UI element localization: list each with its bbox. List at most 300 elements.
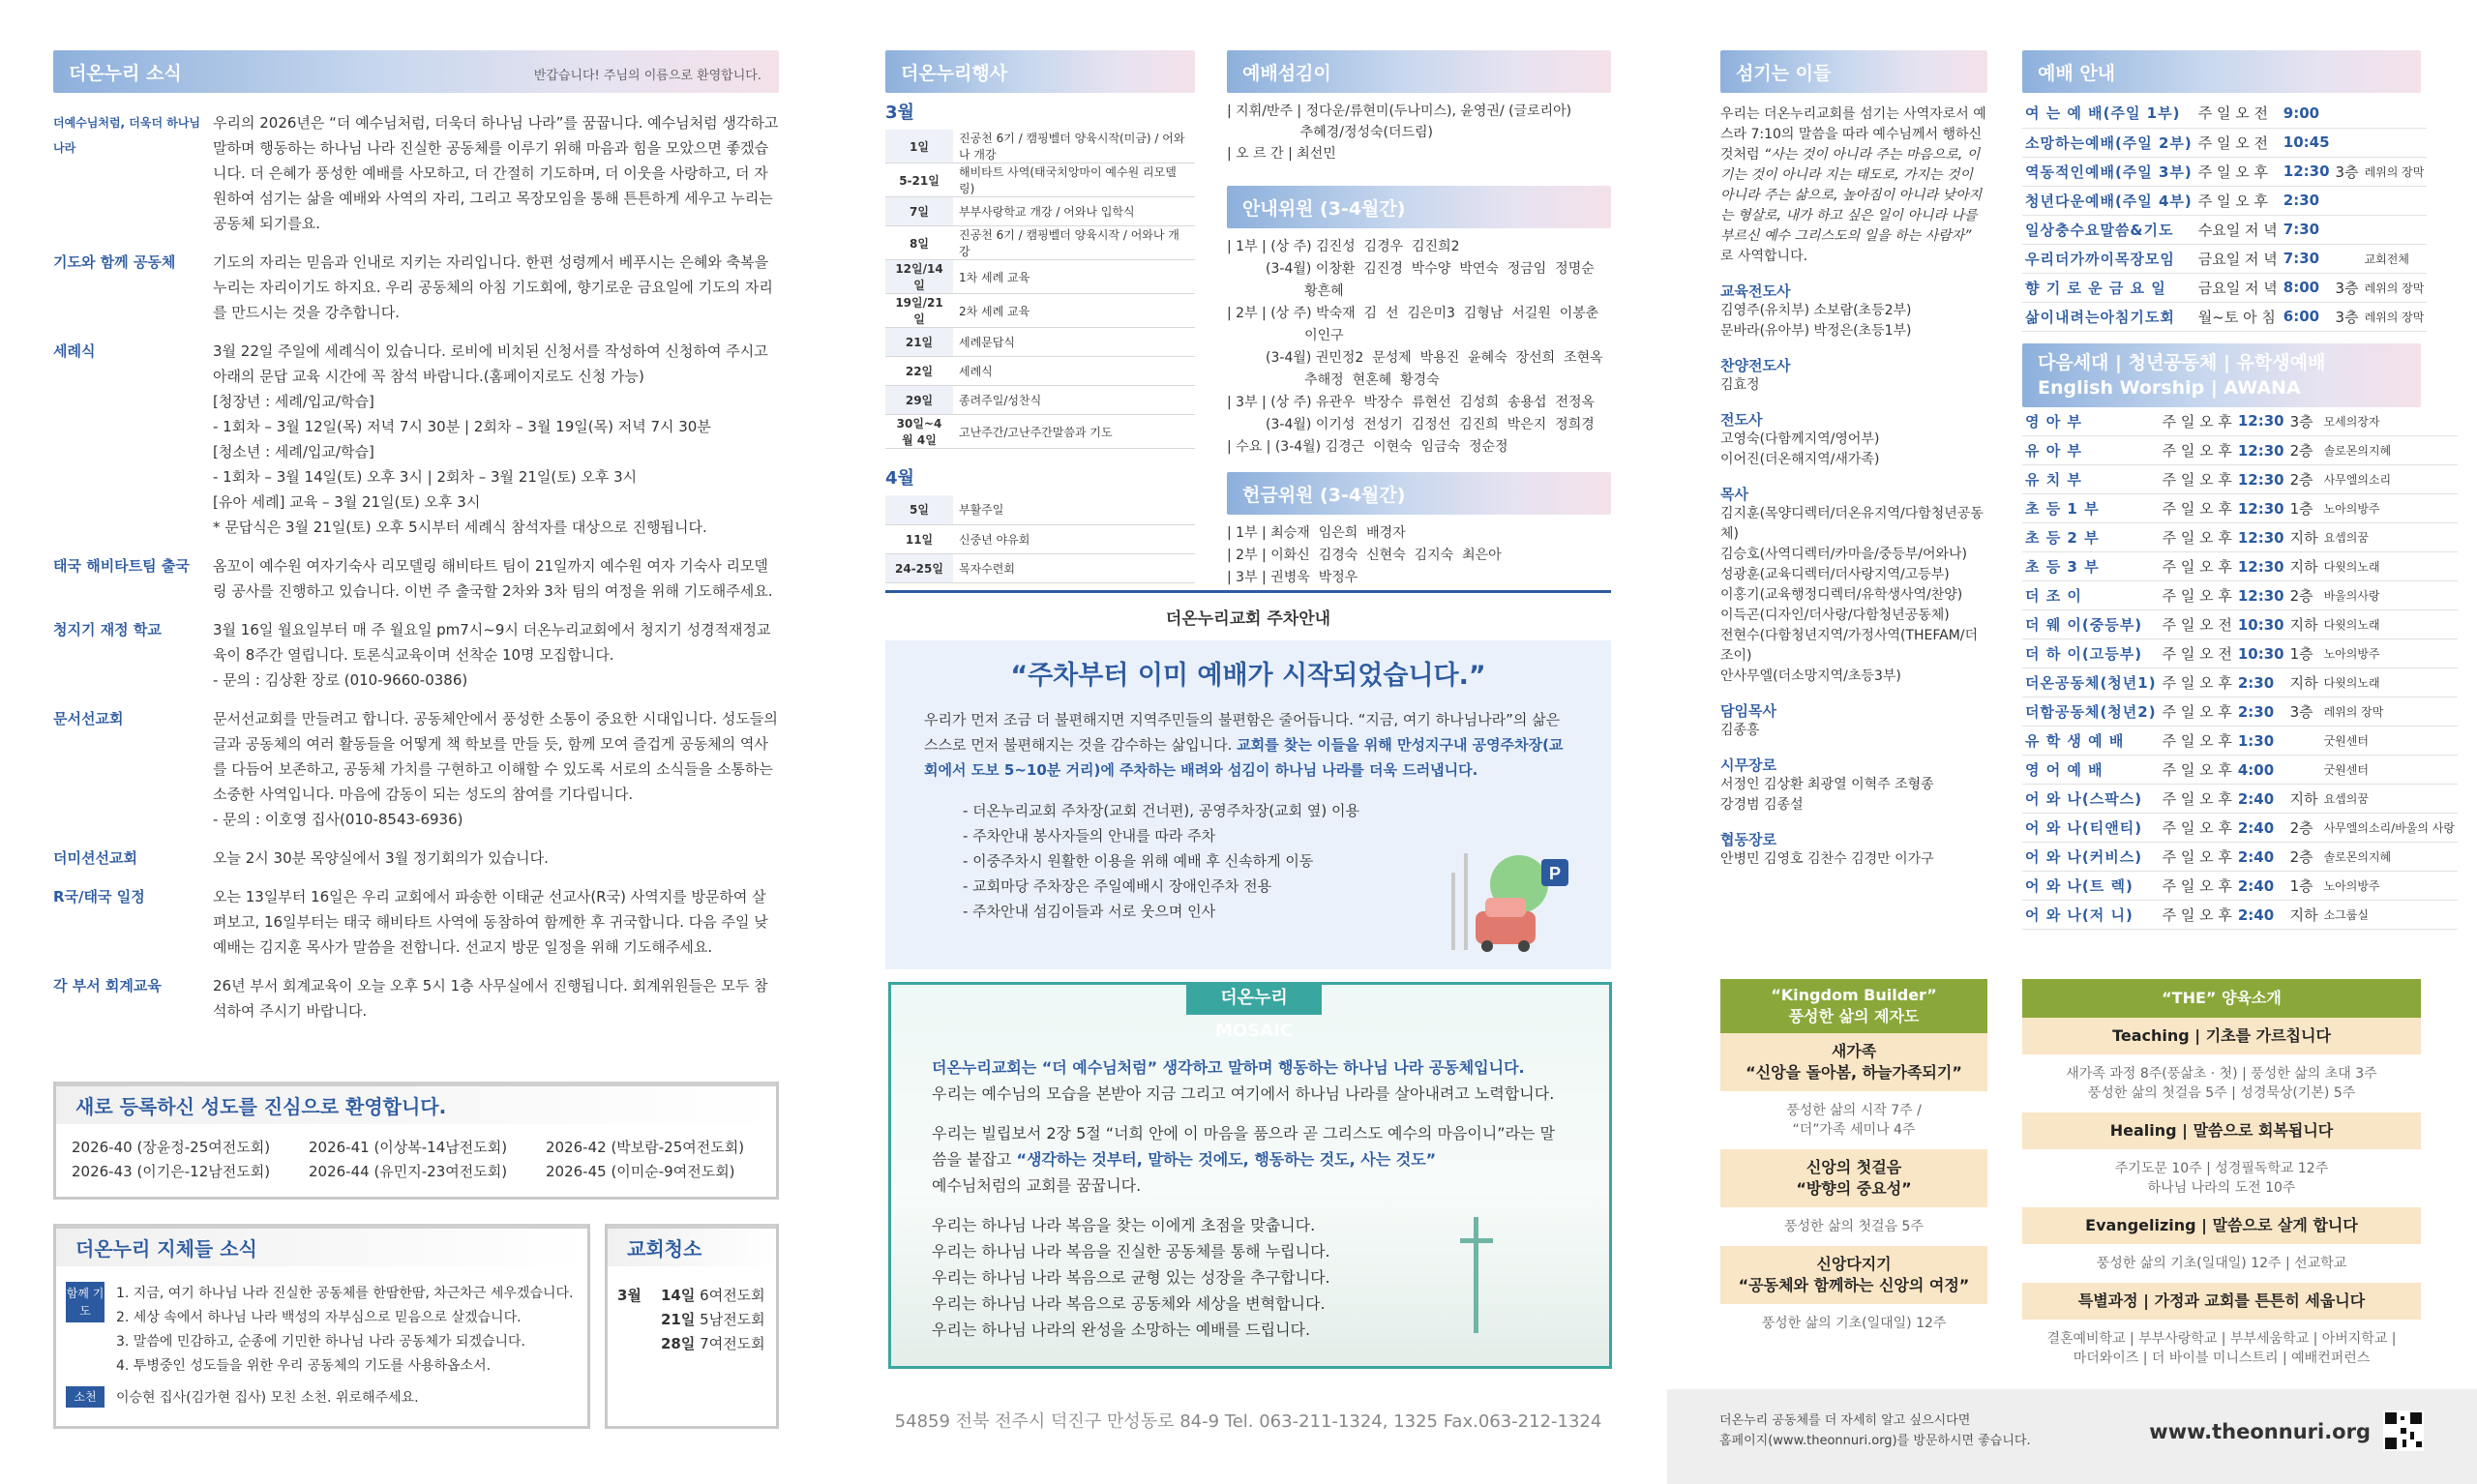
news-text: 오늘 2시 30분 목양실에서 3월 정기회의가 있습니다. <box>213 849 549 867</box>
service-row <box>2022 407 2458 436</box>
service-floor: 지하 <box>2289 616 2318 634</box>
offering-line: | 3부 | 권병욱 박정우 <box>1227 570 1358 585</box>
next-gen-title2: English Worship | AWANA <box>2038 376 2301 399</box>
service-floor: 2층 <box>2289 819 2313 837</box>
events-column <box>885 50 1195 583</box>
schedule-event: 해비타트 사역(태국치앙마이 예수원 리모델링) <box>953 163 1195 197</box>
news-row <box>53 339 779 540</box>
service-time: 12:30 <box>2237 557 2284 576</box>
cleaning-box <box>605 1224 779 1429</box>
events-header <box>885 50 1195 93</box>
the-step: Teaching | 기초를 가르칩니다 <box>2022 1018 2421 1054</box>
service-day: 주 일 오 후 <box>2162 529 2232 547</box>
service-floor <box>2333 215 2362 244</box>
the-header: “THE” 양육소개 <box>2022 979 2421 1018</box>
mosaic-statement: 우리는 하나님 나라 복음을 진실한 공동체를 통해 누립니다. <box>932 1242 1330 1261</box>
service-time: 2:30 <box>2237 673 2275 692</box>
church-address: 54859 전북 전주시 덕진구 만성동로 84-9 Tel. 063-211-1324, 1325 Fax.063-212-1324 <box>894 1411 1602 1432</box>
service-row <box>2022 186 2427 215</box>
service-day: 주 일 오 후 <box>2162 732 2232 750</box>
service-floor <box>2333 186 2362 215</box>
service-time: 12:30 <box>2237 441 2284 460</box>
the-step: Evangelizing | 말씀으로 살게 합니다 <box>2022 1207 2421 1244</box>
news-row <box>53 706 779 832</box>
staff-groups <box>1720 281 1987 870</box>
news-list <box>53 110 779 1024</box>
newcomer-entry: 2026-42 (박보람-25여전도회) <box>546 1139 745 1156</box>
the-note: 새가족 과정 8주(풍삶초 · 첫) | 풍성한 삶의 초대 3주 풍성한 삶의 첫걸음 5주 | 성경묵상(기본) 5주 <box>2066 1066 2377 1101</box>
mosaic-section <box>888 982 1612 1369</box>
service-place: 바울의사랑 <box>2323 589 2380 603</box>
the-step: 특별과정 | 가정과 교회를 튼튼히 세웁니다 <box>2022 1283 2421 1320</box>
cleaning-row <box>661 1332 765 1356</box>
service-day: 주 일 오 후 <box>2162 442 2232 460</box>
service-floor: 3층 <box>2335 308 2359 326</box>
service-floor: 지하 <box>2289 529 2318 547</box>
staff-names: 안병민 김영호 김찬수 김경만 이가구 <box>1720 851 1934 867</box>
service-name: 더 하 이(고등부) <box>2025 645 2143 663</box>
pray-item: 4. 투병중인 성도들을 위한 우리 공동체의 기도를 사용하옵소서. <box>116 1358 492 1374</box>
usher-header <box>1227 186 1611 228</box>
newcomer-entry: 2026-45 (이미순-9여전도회) <box>546 1163 735 1180</box>
staff-names: 서정인 김상환 최광열 이혁주 조형종 강경범 김종설 <box>1720 777 1934 813</box>
service-time: 2:30 <box>2283 192 2320 209</box>
cleaning-group: 7여전도회 <box>700 1335 765 1352</box>
service-place: 레위의 장막 <box>2323 705 2384 719</box>
service-row <box>2022 581 2458 610</box>
service-name: 더온공동체(청년1) <box>2025 674 2157 692</box>
schedule-event: 부활주일 <box>953 495 1195 524</box>
the-items <box>2022 1018 2421 1378</box>
service-time: 2:40 <box>2237 905 2275 924</box>
service-row <box>2022 814 2458 843</box>
mosaic-line3 <box>932 1120 1568 1172</box>
service-time: 7:30 <box>2283 250 2320 267</box>
schedule-row <box>885 553 1195 582</box>
service-floor: 3층 <box>2289 703 2313 721</box>
schedule-event: 진공천 6기 / 캠핑벨더 양육시작(미금) / 어와나 개강 <box>953 130 1195 163</box>
parking-text: 우리가 먼저 조금 더 불편해지면 지역주민들의 불편함은 줄어듭니다. “지금, 여기 하나님나라”의 삶은 스스로 먼저 불편해지는 것을 감수하는 삶입니다. <box>924 711 1561 754</box>
usher-line: | 2부 | (상 주) 박숙재 김 선 김은미3 김형남 서길원 이봉춘 <box>1227 306 1599 321</box>
service-time: 10:45 <box>2283 134 2330 151</box>
service-day: 주 일 오 전 <box>2162 645 2232 663</box>
service-time: 2:40 <box>2237 847 2275 866</box>
pray-list <box>104 1282 573 1379</box>
service-place: 레위의 장막 <box>2364 281 2425 295</box>
cleaning-list <box>661 1284 765 1356</box>
schedule-row <box>885 415 1195 449</box>
pray-item: 1. 지금, 여기 하나님 나라 진실한 공동체를 한땀한땀, 차근차근 세우겠습니다. <box>116 1286 574 1301</box>
news-key: 더예수님처럼, 더욱더 하나님 나라 <box>53 116 201 155</box>
schedule-date: 24-25일 <box>885 553 953 582</box>
cleaning-group: 6여전도회 <box>700 1287 765 1304</box>
service-name: 유 치 부 <box>2025 471 2082 489</box>
the-step: Healing | 말씀으로 회복됩니다 <box>2022 1113 2421 1149</box>
service-day: 주 일 오 후 <box>2162 761 2232 779</box>
funeral-tag: 소천 <box>66 1386 104 1408</box>
news-text: 3월 22일 주일에 세례식이 있습니다. 로비에 비치된 신청서를 작성하여 신청하여 주시고 아래의 문답 교육 시간에 꼭 참석 바랍니다.(홈페이지로도 신청 가능) [청장년 : 세례/입교/학습] - 1회차 – 3월 12일(목) 저녁 7시 30분 | 2회차 – 3월 19일(목) 저녁 7시 30분 [청소년 : 세례/입교/학습] - 1회차 – 3월 14일(토) 오후 3시 | 2회차 – 3월 21일(토) 오후 3시 [유아 세례] 교육 – 3월 21일(토) 오후 3시 * 문답식은 3월 21일(토) 오후 5시부터 세례식 참석자를 대상으로 진행됩니다. <box>213 342 768 536</box>
mosaic-highlight: “생각하는 것부터, 말하는 것에도, 행동하는 것도, 사는 것도” <box>1016 1150 1437 1169</box>
usher-title: 안내위원 (3-4월간) <box>1242 197 1406 220</box>
greeting: 반갑습니다! 주님의 이름으로 환영합니다. <box>533 69 761 83</box>
offering-list <box>1227 515 1611 589</box>
next-gen-header <box>2022 343 2421 407</box>
service-floor: 3층 <box>2335 279 2359 297</box>
service-place: 굿원센터 <box>2323 763 2369 777</box>
news-text: 26년 부서 회계교육이 오늘 오후 5시 1층 사무실에서 진행됩니다. 회계위원들은 모두 참석하여 주시기 바랍니다. <box>213 977 768 1020</box>
service-row <box>2022 552 2458 581</box>
service-row <box>2022 494 2458 523</box>
service-place: 다윗의노래 <box>2323 618 2380 632</box>
service-time: 2:40 <box>2237 789 2275 808</box>
staff-role: 찬양전도사 <box>1720 357 1791 374</box>
service-place <box>2362 128 2428 157</box>
service-day: 주 일 오 전 <box>2197 104 2269 123</box>
service-day: 주 일 오 후 <box>2162 877 2232 895</box>
service-day: 주 일 오 후 <box>2162 471 2232 489</box>
service-time: 2:30 <box>2237 702 2275 721</box>
service-place: 요셉의꿈 <box>2323 531 2369 545</box>
service-row <box>2022 610 2458 639</box>
schedule-date: 21일 <box>885 328 953 357</box>
service-floor: 2층 <box>2289 848 2313 866</box>
schedule-row <box>885 357 1195 386</box>
schedule-date: 5-21일 <box>885 163 953 197</box>
march-label: 3월 <box>885 103 914 123</box>
mosaic-line3c: 예수님처럼의 교회를 꿈꿉니다. <box>932 1176 1142 1195</box>
kb-title: “Kingdom Builder” <box>1771 986 1937 1004</box>
news-text: 오는 13일부터 16일은 우리 교회에서 파송한 이태균 선교사(R국) 사역지를 방문하여 살펴보고, 16일부터는 태국 해비타트 사역에 동참하여 함께한 후 귀국합니다. 다음 주일 낮 예배는 김지훈 목사가 말씀을 전합니다. 선교지 방문 일정을 위해 기도해주세요. <box>213 888 768 956</box>
service-place: 레위의 장막 <box>2364 310 2425 324</box>
news-key: 더미션선교회 <box>53 849 137 867</box>
service-day: 주 일 오 전 <box>2197 134 2269 152</box>
service-day: 주 일 오 후 <box>2162 674 2232 692</box>
footer-text: 더온누리 공동체를 더 자세히 알고 싶으시다면 홈페이지(www.theonnuri.org)를 방문하시면 좋습니다. <box>1719 1413 2031 1448</box>
service-name: 여 는 예 배(주일 1부) <box>2025 104 2181 123</box>
service-floor <box>2333 99 2362 128</box>
service-floor <box>2287 756 2321 785</box>
schedule-event: 1차 세례 교육 <box>953 260 1195 294</box>
schedule-event: 고난주간/고난주간말씀과 기도 <box>953 415 1195 449</box>
news-text: 3월 16일 월요일부터 매 주 월요일 pm7시~9시 더온누리교회에서 청지기 성경적재정교육이 8주간 열립니다. 토론식교육이며 선착순 10명 모집합니다. - 문의 : 김상환 장로 (010-9660-0386) <box>213 621 771 689</box>
schedule-date: 22일 <box>885 357 953 386</box>
service-name: 어 와 나(저 니) <box>2025 906 2134 924</box>
kb-step: 새가족 “신앙을 돌아봄, 하늘가족되기” <box>1720 1033 1987 1091</box>
schedule-event: 진공천 6기 / 캠핑벨더 양육시작 / 어와나 개강 <box>953 226 1195 260</box>
parking-illustration <box>1437 824 1572 960</box>
service-time: 12:30 <box>2237 470 2284 489</box>
newcomer-entry: 2026-40 (장윤정-25여전도회) <box>72 1139 271 1156</box>
service-place: 다윗의노래 <box>2323 560 2380 574</box>
service-row <box>2022 727 2458 756</box>
service-place: 레위의 장막 <box>2364 164 2425 179</box>
service-time: 8:00 <box>2283 279 2320 296</box>
body-news-box <box>53 1224 590 1429</box>
worship-line: | 오 르 간 | 최선민 <box>1227 146 1336 162</box>
service-name: 역동적인예배(주일 3부) <box>2025 163 2193 181</box>
staff-role: 목사 <box>1720 486 1748 503</box>
service-time: 1:30 <box>2237 731 2275 750</box>
service-time: 9:00 <box>2283 104 2320 122</box>
service-floor: 지하 <box>2289 906 2318 924</box>
schedule-row <box>885 495 1195 524</box>
staff-intro <box>1720 104 1987 267</box>
service-row <box>2022 302 2427 331</box>
worship-header <box>1227 50 1611 93</box>
schedule-event: 종려주일/성찬식 <box>953 386 1195 415</box>
usher-line: (3-4월) 권민정2 문성제 박용진 윤혜숙 장선희 조현옥 <box>1227 350 1603 366</box>
staff-names: 김지훈(목양디렉터/더온유지역/다함청년공동체) 김승호(사역디렉터/카마을/중등부/어와나) 성광훈(교육디렉터/더사랑지역/고등부) 이홍기(교육행정디렉터/유학생사역/찬양) 이득곤(디자인/더사랑/다함청년공동체) 전현수(다함청년지역/가정사역(THEFAM/더조이) 안사무엘(더소망지역/초등3부) <box>1720 506 1984 684</box>
service-row <box>2022 128 2427 157</box>
worship-list <box>1227 93 1611 164</box>
service-row <box>2022 436 2458 465</box>
service-floor: 지하 <box>2289 558 2318 576</box>
volunteers-column <box>1227 50 1611 589</box>
staff-names: 김효정 <box>1720 377 1760 393</box>
service-day: 금요일 저 녁 <box>2197 279 2278 297</box>
service-time: 12:30 <box>2237 528 2284 547</box>
service-time: 2:40 <box>2237 818 2275 837</box>
service-row <box>2022 157 2427 186</box>
kingdom-builder-card <box>1720 979 1987 1366</box>
service-name: 소망하는예배(주일 2부) <box>2025 134 2193 152</box>
service-day: 주 일 오 후 <box>2197 192 2269 210</box>
newcomer-entry: 2026-41 (이상복-14남전도회) <box>309 1139 508 1156</box>
service-time: 12:30 <box>2237 586 2284 605</box>
service-name: 초 등 1 부 <box>2025 500 2100 518</box>
cross-icon <box>1452 1217 1501 1333</box>
service-place: 사무엘의소리/바울의 사랑 <box>2323 821 2455 835</box>
news-header <box>53 50 779 93</box>
service-name: 어 와 나(티앤티) <box>2025 819 2143 837</box>
service-row <box>2022 697 2458 727</box>
pray-item: 2. 세상 속에서 하나님 나라 백성의 자부심으로 믿음으로 살겠습니다. <box>116 1310 522 1325</box>
service-place: 노아의방주 <box>2323 502 2380 516</box>
service-time: 2:40 <box>2237 876 2275 895</box>
mosaic-statement: 우리는 하나님 나라 복음으로 균형 있는 성장을 추구합니다. <box>932 1268 1330 1287</box>
service-row <box>2022 465 2458 494</box>
news-row <box>53 884 779 960</box>
parking-highlight: 교회를 찾는 이들을 위해 만성지구내 공영주차장(교회에서 도보 5~10분 거리)에 주차하는 배려와 섬김이 하나님 나라를 더욱 드러냅니다. <box>924 736 1564 779</box>
staff-role: 전도사 <box>1720 411 1763 429</box>
schedule-row <box>885 197 1195 226</box>
staff-names: 김영주(유치부) 소보람(초등2부) 문바라(유아부) 박정은(초등1부) <box>1720 303 1912 339</box>
schedule-row <box>885 386 1195 415</box>
mosaic-statement: 우리는 하나님 나라 복음을 찾는 이에게 초점을 맞춥니다. <box>932 1216 1316 1234</box>
service-name: 삶이내려는아침기도회 <box>2025 308 2175 326</box>
usher-line: (3-4월) 이기성 전성기 김정선 김진희 박은지 정희경 <box>1227 417 1595 432</box>
newcomers-box <box>53 1082 779 1200</box>
news-row <box>53 553 779 604</box>
footer-url[interactable]: www.theonnuri.org <box>2149 1420 2371 1443</box>
service-row <box>2022 523 2458 552</box>
schedule-date: 29일 <box>885 386 953 415</box>
cleaning-day: 14일 <box>661 1287 696 1304</box>
news-column <box>53 50 779 1037</box>
offering-line: | 1부 | 최승재 임은희 배경자 <box>1227 525 1406 541</box>
service-row <box>2022 872 2458 901</box>
newcomer-entry: 2026-43 (이기은-12남전도회) <box>72 1163 271 1180</box>
service-place: 교회전체 <box>2364 252 2409 266</box>
news-text: 문서선교회를 만들려고 합니다. 공동체안에서 풍성한 소통이 중요한 시대입니다. 성도들의 글과 공동체의 여러 활동들을 어떻게 책 학보를 만들 듯, 함께 모여 즐겁게 공동체의 역사를 다듬어 보존하고, 공동체 가치를 구현하고 이해할 수 있도록 서로의 소식들을 소통하는 소중한 사역입니다. 마음에 감동이 되는 성도의 참여를 기다립니다. - 문의 : 이호영 집사(010-8543-6936) <box>213 710 778 828</box>
service-floor <box>2333 128 2362 157</box>
service-row <box>2022 99 2427 128</box>
news-key: 태국 해비타트팀 출국 <box>53 557 190 575</box>
events-title: 더온누리행사 <box>901 62 1008 84</box>
mosaic-line1: 더온누리교회는 “더 예수님처럼” 생각하고 말하며 행동하는 하나님 나라 공동체입니다. <box>932 1058 1525 1077</box>
kb-step: 신앙의 첫걸음 “방향의 중요성” <box>1720 1149 1987 1207</box>
cleaning-day: 21일 <box>661 1311 696 1328</box>
qr-code-icon[interactable] <box>2383 1410 2424 1451</box>
pray-item: 3. 말씀에 민감하고, 순종에 기민한 하나님 나라 공동체가 되겠습니다. <box>116 1334 526 1350</box>
service-title: 예배 안내 <box>2038 62 2116 84</box>
march-schedule <box>885 130 1195 449</box>
service-floor: 3층 <box>2289 412 2313 430</box>
usher-line: 이인구 <box>1227 328 1344 343</box>
service-name: 어 와 나(커비스) <box>2025 848 2143 866</box>
service-day: 주 일 오 후 <box>2162 703 2232 721</box>
parking-box <box>885 640 1611 969</box>
schedule-event: 세례식 <box>953 357 1195 386</box>
schedule-row <box>885 130 1195 163</box>
staff-title: 섬기는 이들 <box>1736 62 1832 84</box>
staff-intro-end: 로 사역합니다. <box>1720 249 1808 264</box>
schedule-date: 7일 <box>885 197 953 226</box>
service-day: 주 일 오 후 <box>2162 587 2232 605</box>
offering-line: | 2부 | 이화신 김경숙 신현숙 김지숙 최은아 <box>1227 548 1502 563</box>
parking-headline: “주차부터 이미 예배가 시작되었습니다.” <box>1010 661 1486 691</box>
staff-column <box>1720 50 1987 870</box>
service-place: 사무엘의소리 <box>2323 473 2392 487</box>
newcomers-title: 새로 등록하신 성도를 진심으로 환영합니다. <box>56 1082 776 1124</box>
parking-rule: - 주차안내 봉사자들의 안내를 따라 주차 <box>963 827 1216 845</box>
staff-names: 김종흥 <box>1720 723 1760 738</box>
news-text: 우리의 2026년은 “더 예수님처럼, 더욱더 하나님 나라”를 꿈꿉니다. 예수님처럼 생각하고 말하며 행동하는 하나님 나라 진실한 공동체를 이루기 위해 마음과 힘을 모았으면 좋겠습니다. 더 은혜가 풍성한 예배를 사모하고, 더 간절히 기도하며, 더 이웃을 사랑하고, 더 자원하여 섬기는 삶을 예배와 사역의 자리, 그리고 목장모임을 통해 튼튼하게 세우고 누리는 공동체 되기를요. <box>213 114 779 232</box>
usher-line: | 수요 | (3-4월) 김경근 이현숙 임금숙 정순정 <box>1227 439 1508 455</box>
service-day: 금요일 저 녁 <box>2197 250 2278 268</box>
worship-line: 추혜경/정성숙(더드림) <box>1227 125 1434 140</box>
offering-header <box>1227 472 1611 515</box>
staff-role: 시무장로 <box>1720 757 1776 774</box>
cleaning-title: 교회청소 <box>608 1224 776 1266</box>
service-place: 솔로몬의지혜 <box>2323 850 2392 864</box>
schedule-row <box>885 163 1195 197</box>
schedule-row <box>885 524 1195 553</box>
worship-title: 예배섬김이 <box>1242 62 1331 84</box>
service-floor: 2층 <box>2289 442 2313 460</box>
news-row <box>53 973 779 1024</box>
service-day: 주 일 오 전 <box>2162 616 2232 634</box>
news-row <box>53 617 779 693</box>
kb-note: 풍성한 삶의 기초(일대일) 12주 <box>1761 1316 1947 1331</box>
april-schedule <box>885 495 1195 583</box>
newcomers-grid <box>56 1124 776 1196</box>
service-floor <box>2287 727 2321 756</box>
news-key: 세례식 <box>53 342 96 360</box>
service-name: 유 학 생 예 배 <box>2025 732 2125 750</box>
schedule-date: 11일 <box>885 524 953 553</box>
parking-rule: - 이중주차시 원활한 이용을 위해 예배 후 신속하게 이동 <box>963 852 1314 870</box>
service-floor: 1층 <box>2289 877 2313 895</box>
service-name: 더함공동체(청년2) <box>2025 703 2157 721</box>
parking-paragraph <box>924 707 1572 783</box>
service-row <box>2022 215 2427 244</box>
parking-section <box>885 590 1611 969</box>
mosaic-statement: 우리는 하나님 나라의 완성을 소망하는 예배를 드립니다. <box>932 1321 1311 1339</box>
news-key: 각 부서 회계교육 <box>53 977 162 994</box>
mosaic-text: 우리는 빌립보서 2장 5절 “너희 안에 이 마음을 품으라 곧 그리스도 예수의 마음이니”라는 말씀을 붙잡고 <box>932 1124 1556 1169</box>
service-column <box>2022 50 2455 930</box>
service-floor: 2층 <box>2289 471 2313 489</box>
service-day: 주 일 오 후 <box>2162 819 2232 837</box>
the-card <box>2022 979 2421 1366</box>
service-time: 10:30 <box>2237 615 2284 634</box>
schedule-event: 세례문답식 <box>953 328 1195 357</box>
schedule-date: 19일/21일 <box>885 294 953 328</box>
service-table <box>2022 99 2427 332</box>
staff-intro-text: 우리는 더온누리교회를 섬기는 사역자로서 예스라 7:10의 말씀을 따라 예수님께서 행하신 것처럼 <box>1720 106 1986 163</box>
service-name: 더 조 이 <box>2025 587 2082 605</box>
usher-line: 추해정 현혼혜 황경숙 <box>1227 372 1440 388</box>
service-place <box>2362 215 2428 244</box>
service-time: 6:00 <box>2283 308 2320 325</box>
news-key: 문서선교회 <box>53 710 124 727</box>
schedule-row <box>885 294 1195 328</box>
usher-line: 황흔혜 <box>1227 283 1344 299</box>
kb-subtitle: 풍성한 삶의 제자도 <box>1788 1007 1920 1025</box>
service-floor <box>2333 244 2362 273</box>
service-name: 어 와 나(트 렉) <box>2025 877 2134 895</box>
service-place <box>2362 186 2428 215</box>
schedule-date: 8일 <box>885 226 953 260</box>
service-name: 영 아 부 <box>2025 412 2082 430</box>
schedule-event: 신중년 야유회 <box>953 524 1195 553</box>
service-time: 4:00 <box>2237 760 2275 779</box>
mosaic-line2: 우리는 예수님의 모습을 본받아 지금 그리고 여기에서 하나님 나라를 살아내려고 노력합니다. <box>932 1084 1555 1103</box>
service-day: 수요일 저 녁 <box>2197 221 2278 239</box>
kb-step: 신앙다지기 “공동체와 함께하는 신앙의 여정” <box>1720 1246 1987 1304</box>
body-news-title: 더온누리 지체들 소식 <box>56 1224 587 1266</box>
kb-note: 풍성한 삶의 시작 7주 / “더”가족 세미나 4주 <box>1786 1103 1922 1138</box>
staff-header <box>1720 50 1987 93</box>
mosaic-title: 더온누리 MOSAIC <box>1186 982 1322 1015</box>
staff-names: 고영숙(다함께지역/영어부) 이어진(더온해지역/새가족) <box>1720 431 1880 467</box>
service-day: 주 일 오 후 <box>2162 412 2232 430</box>
next-gen-table <box>2022 407 2458 931</box>
schedule-date: 5일 <box>885 495 953 524</box>
news-title: 더온누리 소식 <box>69 62 182 84</box>
next-gen-title: 다음세대 | 청년공동체 | 유학생예배 <box>2038 351 2326 373</box>
parking-title: 더온누리교회 주차안내 <box>1165 609 1331 629</box>
service-name: 초 등 3 부 <box>2025 558 2100 576</box>
service-place: 노아의방주 <box>2323 879 2380 893</box>
kb-header <box>1720 979 1987 1033</box>
service-floor: 3층 <box>2335 163 2359 181</box>
worship-line: | 지휘/반주 | 정다운/류현미(두나미스), 윤영권/ (글로리아) <box>1227 104 1572 119</box>
service-place: 요셉의꿈 <box>2323 792 2369 806</box>
service-name: 일상충수요말씀&기도 <box>2025 221 2174 239</box>
newcomer-entry: 2026-44 (유민지-23여전도회) <box>309 1163 508 1180</box>
parking-rule: - 주차안내 섬김이들과 서로 웃으며 인사 <box>963 903 1216 920</box>
schedule-event: 부부사랑학교 개강 / 어와나 입학식 <box>953 197 1195 226</box>
service-name: 향 기 로 운 금 요 일 <box>2025 279 2166 297</box>
news-row <box>53 846 779 871</box>
april-label: 4월 <box>885 468 914 489</box>
service-place: 굿원센터 <box>2323 734 2369 748</box>
staff-role: 협동장로 <box>1720 831 1776 848</box>
funeral-notice: 이승현 집사(김가현 집사) 모친 소천. 위로해주세요. <box>116 1390 419 1406</box>
cleaning-month: 3월 <box>617 1287 642 1304</box>
